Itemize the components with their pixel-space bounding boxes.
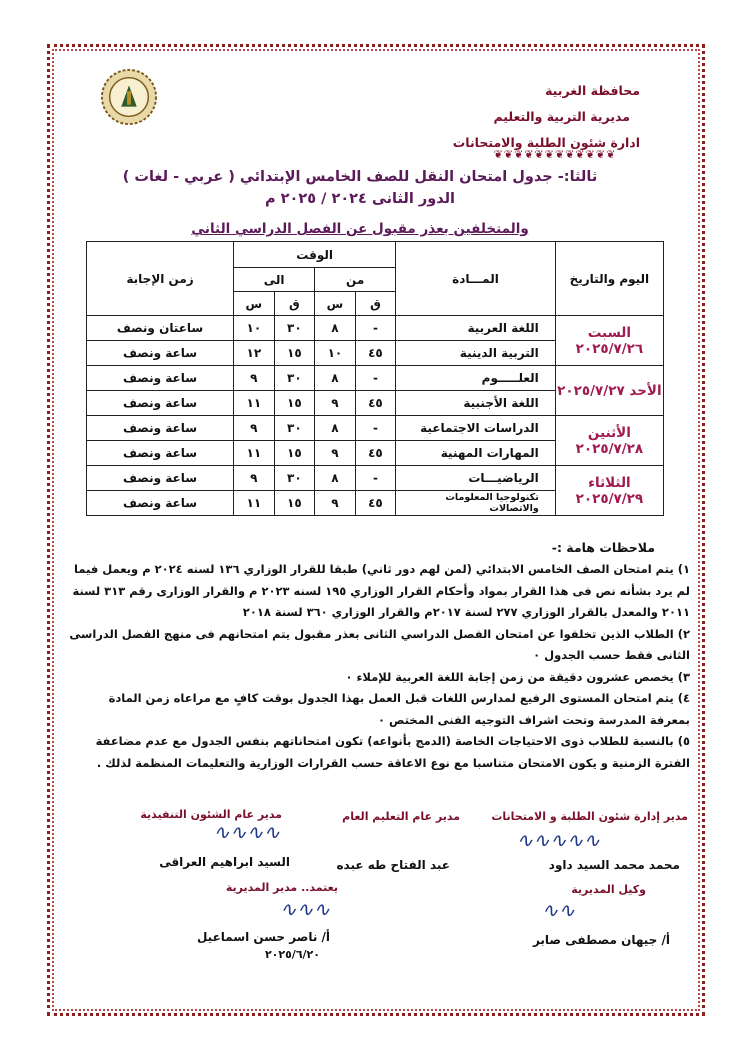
subject-cell: التربية الدينية [396, 341, 556, 366]
note-item: ٥) بالنسبة للطلاب ذوى الاحتياجات الخاصة (الدمج بأنواعه) تكون امتحاناتهم بنفس الجدول مع عدم مضاعفة الفترة الزمنية و يكون الامتحان متناسبا مع نوع الاعاقة حسب القرارات الوزارية والتعليمات المنظمة لذلك . [95, 734, 690, 770]
sig3-title: مدير عام الشئون التنفيذية [140, 808, 282, 821]
department-name: ادارة شئون الطلبة والامتحانات [452, 135, 640, 150]
subject-cell: تكنولوجيا المعلومات والاتصالات [396, 491, 556, 516]
col-from-hour: س [315, 292, 356, 316]
sig4-title: وكيل المديرية [571, 883, 646, 896]
subject-cell: اللغة الأجنبية [396, 391, 556, 416]
sig1-signature-icon: ∿∿∿∿∿ [516, 828, 600, 852]
to-hour-cell: ١٠ [234, 316, 275, 341]
sig3-signature-icon: ∿∿∿∿ [212, 820, 280, 844]
col-from-header: من [315, 268, 396, 292]
note-item: ٤) يتم امتحان المستوى الرفيع لمدارس اللغات قبل العمل بهذا الجدول بوقت كافٍ مع مراعاه زمن المادة بمعرفة المدرسة وتحت اشراف التوجيه الفنى المختص ٠ [108, 691, 690, 727]
from-hour-cell: ٩ [315, 441, 356, 466]
sig1-title: مدير إدارة شئون الطلبة و الامتحانات [491, 810, 688, 823]
to-hour-cell: ١١ [234, 491, 275, 516]
from-min-cell: - [355, 366, 396, 391]
day-cell: الأثنين ٢٠٢٥/٧/٢٨ [555, 416, 663, 466]
from-min-cell: ٤٥ [355, 491, 396, 516]
day-cell: السبت ٢٠٢٥/٧/٢٦ [555, 316, 663, 366]
notes-list [65, 559, 690, 774]
col-day-header: اليوم والتاريخ [555, 242, 663, 316]
day-cell: الأحد ٢٠٢٥/٧/٢٧ [555, 366, 663, 416]
table-row [87, 466, 664, 491]
directorate-name: مديرية التربية والتعليم [493, 109, 630, 124]
from-hour-cell: ٩ [315, 491, 356, 516]
duration-cell: ساعة ونصف [87, 341, 234, 366]
from-min-cell: - [355, 416, 396, 441]
to-min-cell: ٣٠ [274, 466, 315, 491]
from-hour-cell: ٨ [315, 466, 356, 491]
duration-cell: ساعة ونصف [87, 491, 234, 516]
to-min-cell: ١٥ [274, 391, 315, 416]
sig5-title: يعتمد.. مدير المديرية [225, 881, 338, 894]
from-hour-cell: ٨ [315, 366, 356, 391]
to-hour-cell: ١١ [234, 391, 275, 416]
sig3-name: السيد ابراهيم العراقى [159, 855, 290, 869]
col-subject-header: المـــادة [396, 242, 556, 316]
col-to-min: ق [274, 292, 315, 316]
from-min-cell: ٤٥ [355, 341, 396, 366]
ornament-divider-icon: ❦❦❦❦❦❦❦❦❦❦❦❦ [493, 148, 617, 161]
to-min-cell: ٣٠ [274, 416, 315, 441]
note-item: ٣) يخصص عشرون دقيقة من زمن إجابة اللغة العربية للإملاء ٠ [345, 669, 690, 684]
table-row [87, 366, 664, 391]
from-min-cell: - [355, 466, 396, 491]
from-min-cell: ٤٥ [355, 391, 396, 416]
to-hour-cell: ١١ [234, 441, 275, 466]
to-min-cell: ١٥ [274, 441, 315, 466]
note-item: ١) يتم امتحان الصف الخامس الابتدائي (لمن لهم دور ثاني) طبقا للقرار الوزاري ١٣٦ لسنه ٢٠٢٤ م ويعمل فيما لم يرد بشأنه نص فى هذا القرار بمواد وأحكام القرار الوزاري ١٩٥ لسنه ٢٠٢٣ م والقرار الوزارى رقم ٣١٣ لسنة ٢٠١١ والمعدل بالقرار الوزاري ٢٧٧ لسنة ٢٠١٧م والقرار الوزاري ٣٦٠ لسنة ٢٠١٨ [72, 562, 690, 619]
duration-cell: ساعة ونصف [87, 441, 234, 466]
day-cell: الثلاثاء ٢٠٢٥/٧/٢٩ [555, 466, 663, 516]
to-min-cell: ٣٠ [274, 366, 315, 391]
note-item: ٢) الطلاب الذين تخلفوا عن امتحان الفصل الدراسي الثانى بعذر مقبول يتم امتحانهم فى منهج الفصل الدراسى الثانى فقط حسب الجدول ٠ [69, 626, 690, 662]
sig4-signature-icon: ∿∿ [541, 898, 575, 922]
sig2-name: عبد الفتاح طه عبده [336, 858, 450, 872]
col-from-min: ق [355, 292, 396, 316]
duration-cell: ساعتان ونصف [87, 316, 234, 341]
to-min-cell: ٣٠ [274, 316, 315, 341]
sig5-name: أ/ ناصر حسن اسماعيل [196, 930, 330, 944]
from-min-cell: ٤٥ [355, 441, 396, 466]
duration-cell: ساعة ونصف [87, 366, 234, 391]
subject-cell: الدراسات الاجتماعية [396, 416, 556, 441]
header [400, 78, 640, 156]
from-hour-cell: ١٠ [315, 341, 356, 366]
from-hour-cell: ٨ [315, 316, 356, 341]
col-to-hour: س [234, 292, 275, 316]
duration-cell: ساعة ونصف [87, 416, 234, 441]
to-hour-cell: ١٢ [234, 341, 275, 366]
to-hour-cell: ٩ [234, 416, 275, 441]
table-row [87, 416, 664, 441]
governorate-name: محافظة الغربية [545, 83, 640, 98]
subject-cell: المهارات المهنية [396, 441, 556, 466]
sig5-date: ٢٠٢٥/٦/٢٠ [264, 948, 320, 961]
exam-session: الدور الثانى ٢٠٢٤ / ٢٠٢٥ م [264, 191, 456, 207]
from-min-cell: - [355, 316, 396, 341]
governorate-logo-icon [100, 68, 158, 126]
exam-subtitle: والمتخلفين بعذر مقبول عن الفصل الدراسي الثاني [191, 221, 529, 237]
sig5-signature-icon: ∿∿∿ [279, 897, 330, 921]
schedule-table [86, 241, 664, 516]
col-time-header: الوقت [234, 242, 396, 268]
from-hour-cell: ٨ [315, 416, 356, 441]
to-min-cell: ١٥ [274, 491, 315, 516]
to-hour-cell: ٩ [234, 466, 275, 491]
to-min-cell: ١٥ [274, 341, 315, 366]
col-duration-header: زمن الإجابة [87, 242, 234, 316]
col-to-header: الى [234, 268, 315, 292]
duration-cell: ساعة ونصف [87, 466, 234, 491]
exam-title: ثالثا:- جدول امتحان النقل للصف الخامس الإبتدائي ( عربي - لغات ) [122, 169, 598, 185]
subject-cell: اللغة العربية [396, 316, 556, 341]
notes-title: ملاحظات هامة :- [551, 540, 655, 555]
table-row [87, 316, 664, 341]
subject-cell: الرياضيـــات [396, 466, 556, 491]
sig2-title: مدير عام التعليم العام [342, 810, 460, 823]
duration-cell: ساعة ونصف [87, 391, 234, 416]
sig4-name: أ/ جيهان مصطفى صابر [532, 933, 670, 947]
from-hour-cell: ٩ [315, 391, 356, 416]
subject-cell: العلـــــوم [396, 366, 556, 391]
sig1-name: محمد محمد السيد داود [548, 858, 680, 872]
to-hour-cell: ٩ [234, 366, 275, 391]
